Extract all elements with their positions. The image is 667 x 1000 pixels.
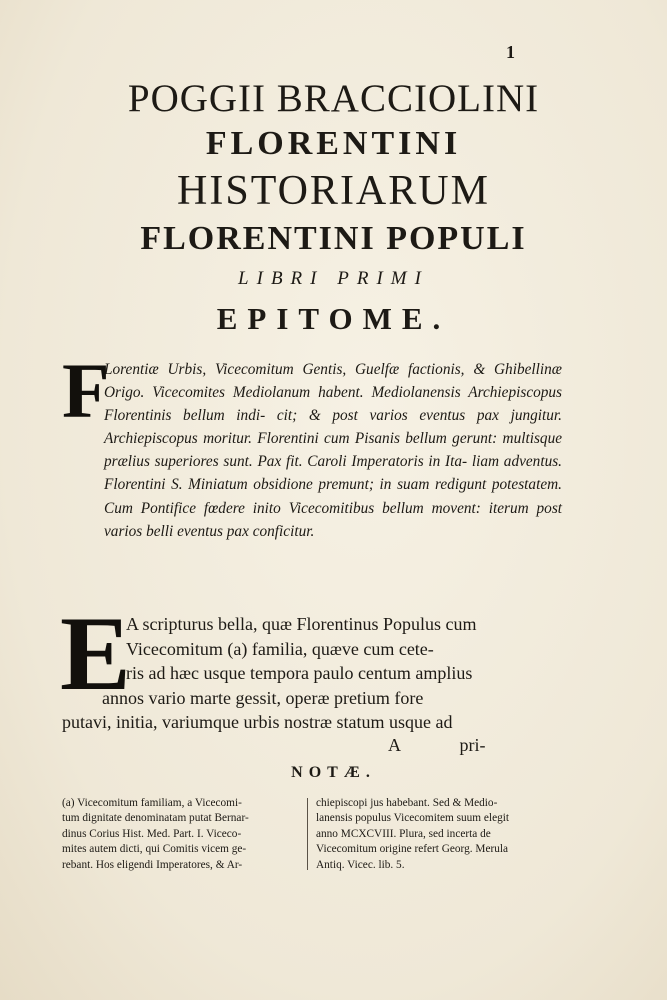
epitome-line: liam adventus. Florentini S. Miniatum obsidione premunt; bbox=[104, 453, 562, 494]
epitome-line: cit; & post varios eventus pax jungitur. Archiepiscopus bbox=[104, 407, 563, 448]
main-line: A scripturus bella, quæ Florentinus Populus cum bbox=[126, 614, 477, 634]
page-number: 1 bbox=[506, 42, 515, 62]
drop-cap-f: F bbox=[62, 347, 110, 434]
epitome-line: eventus pax conficitur. bbox=[177, 522, 315, 540]
notes-heading: NOTÆ. bbox=[291, 764, 376, 781]
footnotes-right-column bbox=[316, 796, 556, 873]
title-line-work: HISTORIARUM bbox=[177, 168, 490, 214]
title-line-people: FLORENTINI POPULI bbox=[140, 220, 527, 257]
epitome-line: Vicecomitibus bellum movent: iterum post varios belli bbox=[104, 499, 563, 540]
title-line-author: POGGII BRACCIOLINI bbox=[127, 77, 540, 120]
footnote-line: (a) Vicecomitum familiam, a Vicecomi- bbox=[62, 797, 242, 809]
footnote-line: mites autem dicti, qui Comitis vicem ge- bbox=[62, 843, 247, 856]
epitome-line: prælius superiores sunt. Pax fit. Caroli Imperatoris in Ita- bbox=[104, 453, 468, 471]
footnote-line: dinus Corius Hist. Med. Part. I. Viceco- bbox=[62, 827, 242, 840]
signature-mark: A bbox=[388, 735, 401, 755]
title-line-book: LIBRI PRIMI bbox=[238, 268, 429, 289]
epitome-line: moritur. Florentini cum Pisanis bellum gerunt: multisque bbox=[203, 430, 563, 448]
footnote-line: tum dignitate denominatam putat Bernar- bbox=[62, 812, 249, 825]
main-line: Vicecomitum (a) familia, quæve cum cete- bbox=[126, 638, 434, 659]
title-block bbox=[0, 76, 667, 342]
title-line-epitome: EPITOME. bbox=[216, 301, 451, 336]
main-line: annos vario marte gessit, operæ pretium fore bbox=[102, 687, 424, 708]
catchword bbox=[388, 735, 486, 756]
main-line: ris ad hæc usque tempora paulo centum amplius bbox=[126, 663, 473, 683]
footnote-line: rebant. Hos eligendi Imperatores, & Ar- bbox=[62, 858, 243, 871]
footnotes-left-column bbox=[62, 796, 302, 873]
footnote-line: Vicecomitum origine refert Georg. Merula bbox=[316, 843, 509, 856]
epitome-paragraph bbox=[62, 347, 563, 543]
main-paragraph bbox=[60, 595, 556, 735]
epitome-text bbox=[104, 358, 562, 543]
epitome-line: in suam redigunt potestatem. Cum Pontifice fœdere inito bbox=[104, 476, 562, 517]
title-line-origin: FLORENTINI bbox=[205, 125, 462, 162]
main-text bbox=[60, 595, 556, 735]
column-divider bbox=[307, 798, 308, 870]
drop-cap-e: E bbox=[60, 595, 131, 712]
main-line: putavi, initia, variumque urbis nostræ statum usque ad bbox=[62, 712, 453, 732]
footnote-line: Antiq. Vicec. lib. 5. bbox=[316, 858, 405, 871]
footnote-line: chiepiscopi jus habebant. Sed & Medio- bbox=[316, 797, 498, 809]
epitome-line: & Ghibellinæ Origo. Vicecomites Mediolanum habent. bbox=[104, 361, 562, 402]
catchword-text: pri- bbox=[459, 735, 486, 755]
footnote-line: lanensis populus Vicecomitem suum elegit bbox=[316, 812, 510, 825]
footnote-line: anno MCXCVIII. Plura, sed incerta de bbox=[316, 827, 491, 840]
epitome-line: Mediolanensis Archiepiscopus Florentinis bellum indi- bbox=[104, 384, 563, 425]
epitome-line: Lorentiæ Urbis, Vicecomitum Gentis, Guelfæ factionis, bbox=[104, 361, 465, 378]
